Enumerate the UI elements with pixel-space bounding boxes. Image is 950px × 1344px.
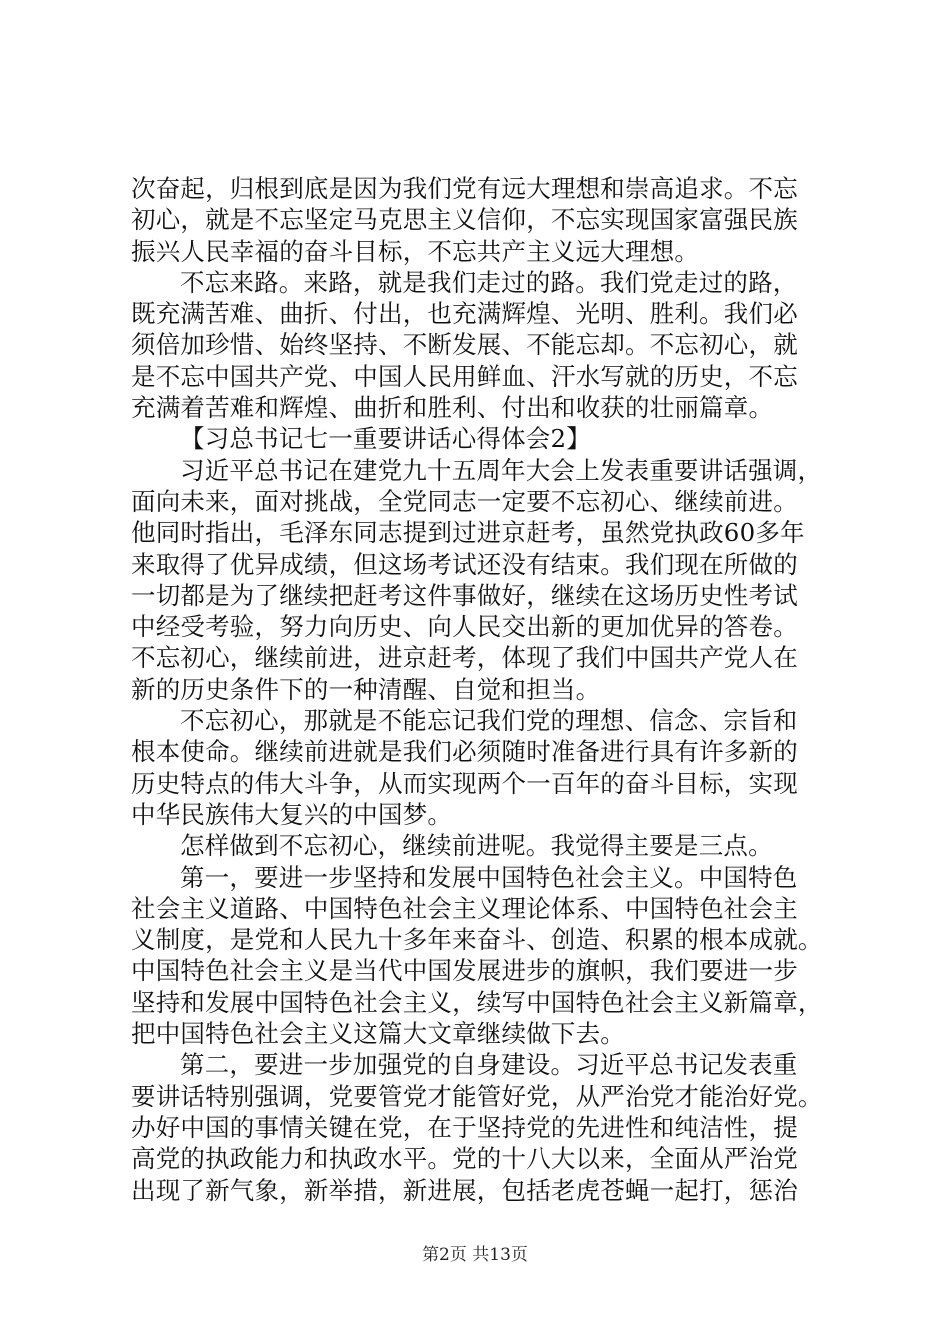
text-line: 来取得了优异成绩，但这场考试还没有结束。我们现在所做的 (131, 549, 798, 579)
text-line: 把中国特色社会主义这篇大文章继续做下去。 (131, 1019, 625, 1049)
page-footer: 第2页 共13页 (422, 1245, 528, 1265)
text-line: 义制度，是党和人民九十多年来奋斗、创造、积累的根本成就。 (131, 925, 823, 955)
text-line: 他同时指出，毛泽东同志提到过进京赶考，虽然党执政60多年 (131, 518, 805, 548)
text-line: 出现了新气象，新举措，新进展，包括老虎苍蝇一起打，惩治 (131, 1175, 798, 1205)
text-line: 新的历史条件下的一种清醒、自觉和担当。 (131, 674, 601, 704)
text-line: 振兴人民幸福的奋斗目标，不忘共产主义远大理想。 (131, 236, 700, 266)
text-line: 社会主义道路、中国特色社会主义理论体系、中国特色社会主 (131, 893, 798, 923)
text-line: 办好中国的事情关键在党，在于坚持党的先进性和纯洁性，提 (131, 1112, 798, 1142)
text-line: 根本使命。继续前进就是我们必须随时准备进行具有许多新的 (131, 737, 798, 767)
text-line: 坚持和发展中国特色社会主义，续写中国特色社会主义新篇章， (131, 987, 823, 1017)
text-line: 第一，要进一步坚持和发展中国特色社会主义。中国特色 (180, 862, 798, 892)
text-line: 要讲话特别强调，党要管党才能管好党，从严治党才能治好党。 (131, 1081, 823, 1111)
document-body (131, 173, 831, 1206)
text-line: 高党的执政能力和执政水平。党的十八大以来，全面从严治党 (131, 1144, 798, 1174)
text-line: 历史特点的伟大斗争，从而实现两个一百年的奋斗目标，实现 (131, 768, 798, 798)
text-line: 面向未来，面对挑战，全党同志一定要不忘初心、继续前进。 (131, 486, 798, 516)
text-line: 习近平总书记在建党九十五周年大会上发表重要讲话强调， (180, 455, 823, 485)
text-line: 中经受考验，努力向历史、向人民交出新的更加优异的答卷。 (131, 612, 798, 642)
text-line: 是不忘中国共产党、中国人民用鲜血、汗水写就的历史，不忘 (131, 361, 798, 391)
text-line: 不忘初心，那就是不能忘记我们党的理想、信念、宗旨和 (180, 706, 798, 736)
text-line: 怎样做到不忘初心，继续前进呢。我觉得主要是三点。 (180, 831, 773, 861)
text-line: 不忘初心，继续前进，进京赶考，体现了我们中国共产党人在 (131, 643, 798, 673)
text-line: 不忘来路。来路，就是我们走过的路。我们党走过的路， (180, 267, 798, 297)
text-line: 既充满苦难、曲折、付出，也充满辉煌、光明、胜利。我们必 (131, 299, 798, 329)
text-line: 初心，就是不忘坚定马克思主义信仰，不忘实现国家富强民族 (131, 205, 798, 235)
text-line: 次奋起，归根到底是因为我们党有远大理想和崇高追求。不忘 (131, 174, 798, 203)
text-line: 【习总书记七一重要讲话心得体会2】 (180, 424, 591, 454)
text-line: 须倍加珍惜、始终坚持、不断发展、不能忘却。不忘初心，就 (131, 330, 798, 360)
text-line: 中国特色社会主义是当代中国发展进步的旗帜，我们要进一步 (131, 956, 798, 986)
text-line: 第二，要进一步加强党的自身建设。习近平总书记发表重 (180, 1050, 798, 1080)
text-line: 中华民族伟大复兴的中国梦。 (131, 799, 453, 829)
text-line: 充满着苦难和辉煌、曲折和胜利、付出和收获的壮丽篇章。 (131, 393, 774, 423)
text-line: 一切都是为了继续把赶考这件事做好，继续在这场历史性考试 (131, 580, 798, 610)
